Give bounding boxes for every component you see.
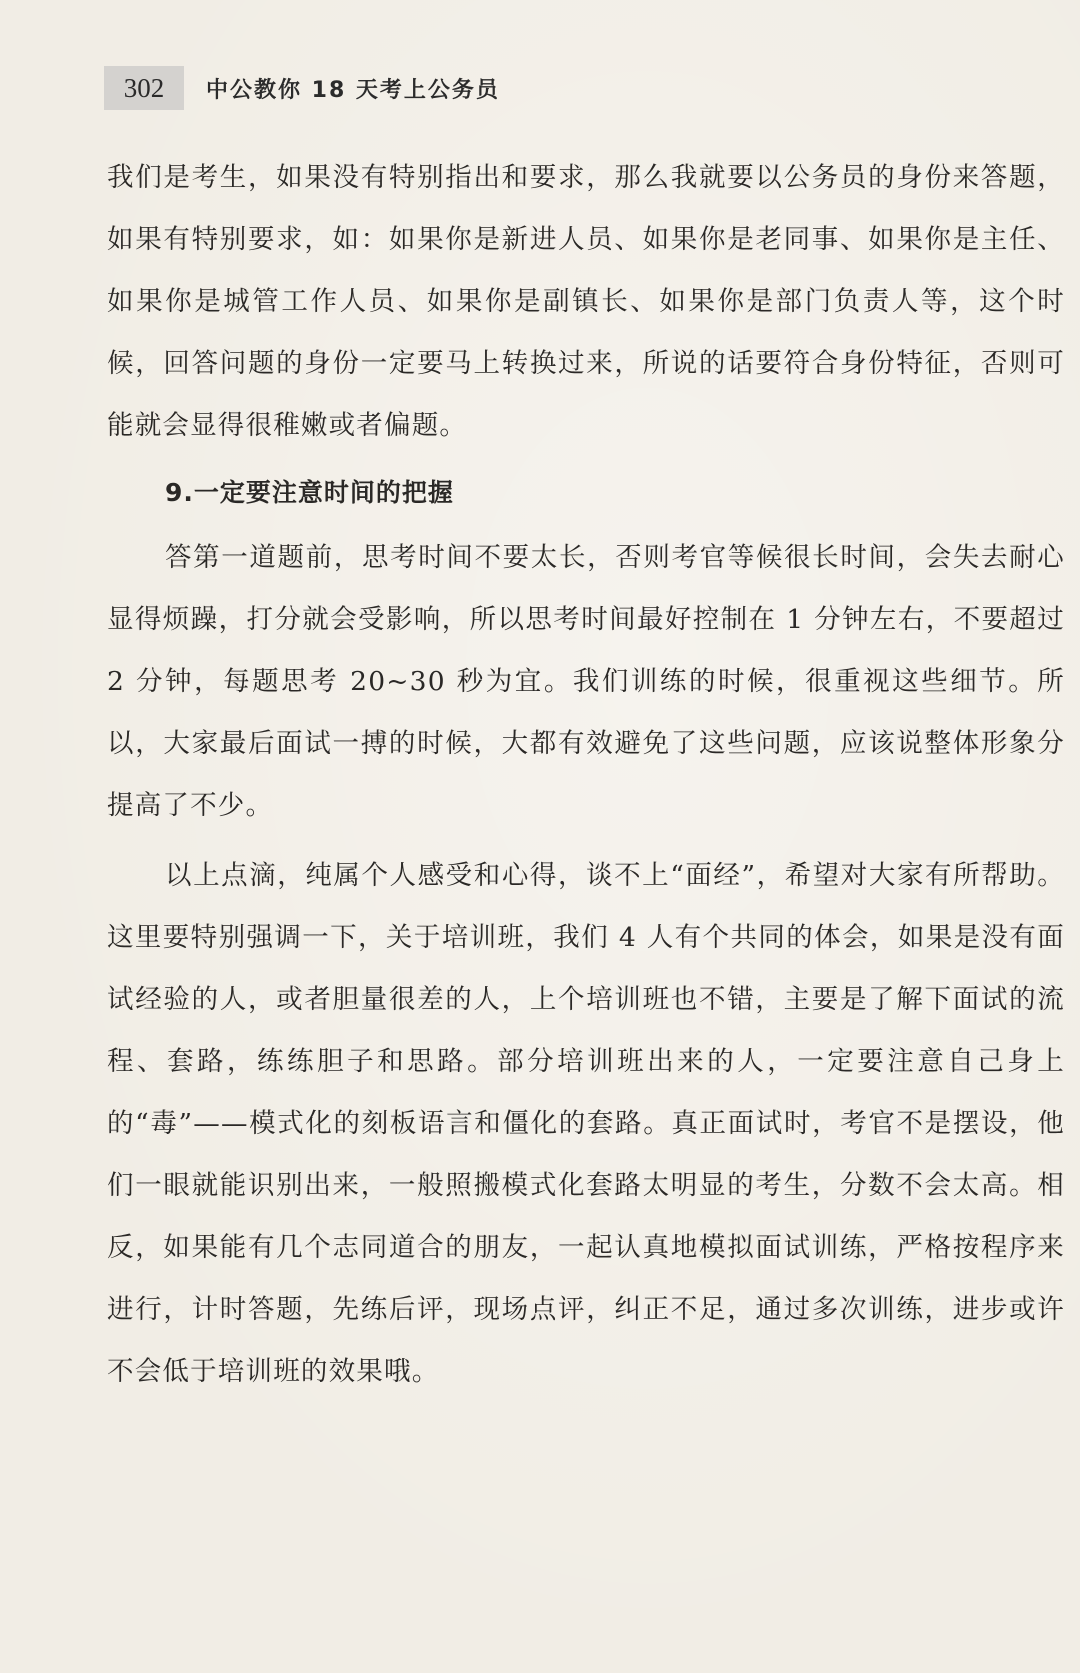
page-header xyxy=(104,66,500,110)
running-title: 中公教你 18 天考上公务员 xyxy=(206,77,500,103)
body-text xyxy=(107,147,1065,1411)
page-number: 302 xyxy=(104,66,184,110)
section-heading: 9.一定要注意时间的把握 xyxy=(165,478,454,507)
paragraph-identity: 我们是考生，如果没有特别指出和要求，那么我就要以公务员的身份来答题，如果有特别要求，如：如果你是新进人员、如果你是老同事、如果你是主任、如果你是城管工作人员、如果你是副镇长、如果你是部门负责人等，这个时候，回答问题的身份一定要马上转换过来，所说的话要符合身份特征，否则可能就会显得很稚嫩或者偏题。 xyxy=(107,162,1065,441)
paragraph-conclusion: 以上点滴，纯属个人感受和心得，谈不上“面经”，希望对大家有所帮助。这里要特别强调一下，关于培训班，我们 4 人有个共同的体会，如果是没有面试经验的人，或者胆量很差的人，上个培训班也不错，主要是了解下面试的流程、套路，练练胆子和思路。部分培训班出来的人，一定要注意自己身上的“毒”——模式化的刻板语言和僵化的套路。真正面试时，考官不是摆设，他们一眼就能识别出来，一般照搬模式化套路太明显的考生，分数不会太高。相反，如果能有几个志同道合的朋友，一起认真地模拟面试训练，严格按程序来进行，计时答题，先练后评，现场点评，纠正不足，通过多次训练，进步或许不会低于培训班的效果哦。 xyxy=(107,860,1065,1387)
paragraph-timing: 答第一道题前，思考时间不要太长，否则考官等候很长时间，会失去耐心显得烦躁，打分就会受影响，所以思考时间最好控制在 1 分钟左右，不要超过 2 分钟，每题思考 20~30 秒为宜。我们训练的时候，很重视这些细节。所以，大家最后面试一搏的时候，大都有效避免了这些问题，应该说整体形象分提高了不少。 xyxy=(107,542,1065,821)
